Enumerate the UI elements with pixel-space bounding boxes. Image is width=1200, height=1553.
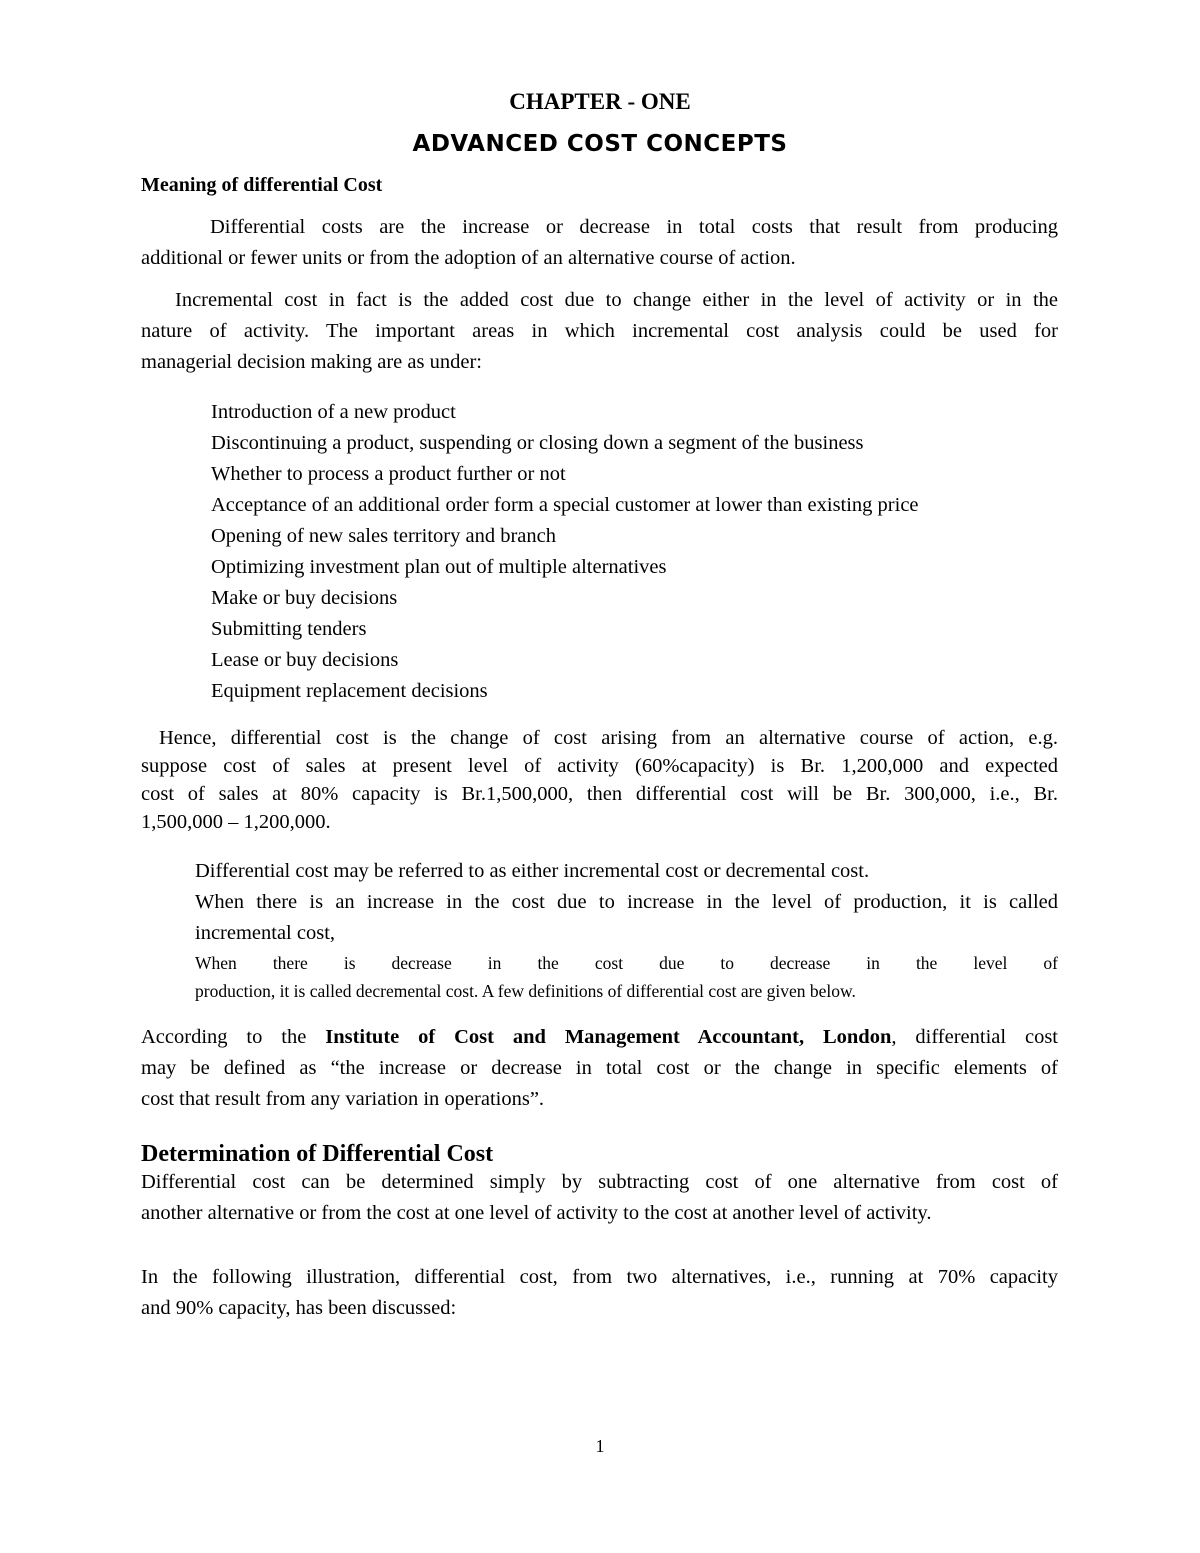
text-line: Hence, differential cost is the change of cost arising from an alternative course of action, e.g. — [159, 727, 1058, 749]
text-line: Differential cost can be determined simply by subtracting cost of one alternative from cost of — [141, 1171, 1058, 1193]
list-item — [175, 459, 919, 490]
text-line: 1,500,000 – 1,200,000. — [141, 811, 331, 833]
text-line — [141, 1022, 1058, 1053]
text-line: may be defined as “the increase or decrease in total cost or the change in specific elements of — [141, 1057, 1058, 1079]
section-heading-determination: Determination of Differential Cost — [141, 1141, 494, 1167]
text-line: and 90% capacity, has been discussed: — [141, 1297, 457, 1319]
list-item — [175, 521, 919, 552]
paragraph-illustration-intro — [141, 1262, 1058, 1324]
institute-name: Institute of Cost and Management Accountant, London — [325, 1026, 892, 1048]
list-item-text: When there is decrease in the cost due to decrease in the level of — [195, 953, 1058, 973]
paragraph-differential-definition — [141, 212, 1058, 274]
text-line: managerial decision making are as under: — [141, 351, 482, 373]
text-line: In the following illustration, differential cost, from two alternatives, i.e., running at 70% capacity — [141, 1266, 1058, 1288]
page-number: 1 — [595, 1436, 605, 1456]
list-item — [175, 490, 919, 521]
list-item-text: Lease or buy decisions — [211, 649, 399, 671]
text-line: cost that result from any variation in operations”. — [141, 1088, 545, 1110]
list-item-text: incremental cost, — [195, 922, 336, 944]
list-item — [159, 949, 1058, 1005]
text-line: nature of activity. The important areas in which incremental cost analysis could be used for — [141, 320, 1058, 342]
chapter-label: CHAPTER - ONE — [509, 89, 691, 114]
paragraph-incremental-cost — [141, 285, 1058, 378]
list-item-text: production, it is called decremental cost. A few definitions of differential cost are given below. — [195, 981, 856, 1001]
differential-notes-list — [159, 856, 1058, 1005]
list-item — [175, 583, 919, 614]
list-item — [175, 552, 919, 583]
list-item-text: Discontinuing a product, suspending or closing down a segment of the business — [211, 432, 864, 454]
list-item-text: Acceptance of an additional order form a special customer at lower than existing price — [211, 494, 919, 516]
text-span: , differential cost — [891, 1026, 1058, 1048]
list-item-text: Equipment replacement decisions — [211, 680, 488, 702]
section-heading-meaning: Meaning of differential Cost — [141, 174, 383, 196]
list-item — [175, 645, 919, 676]
list-item-text: Differential cost may be referred to as either incremental cost or decremental cost. — [195, 860, 870, 882]
list-item-text: Introduction of a new product — [211, 401, 456, 423]
list-item — [175, 676, 919, 707]
text-span: According to the — [141, 1026, 326, 1048]
list-item — [175, 614, 919, 645]
list-item-text: Submitting tenders — [211, 618, 367, 640]
list-item-text: Make or buy decisions — [211, 587, 398, 609]
text-line: Incremental cost in fact is the added cost due to change either in the level of activity or in the — [175, 289, 1058, 311]
list-item — [159, 887, 1058, 949]
list-item-text: Optimizing investment plan out of multiple alternatives — [211, 556, 667, 578]
decision-areas-list — [175, 397, 919, 707]
list-item — [175, 397, 919, 428]
text-line: suppose cost of sales at present level of activity (60%capacity) is Br. 1,200,000 and expected — [141, 755, 1058, 777]
list-item-text: Whether to process a product further or not — [211, 463, 566, 485]
paragraph-differential-example — [141, 724, 1058, 836]
paragraph-icma-definition — [141, 1022, 1058, 1115]
page-title: ADVANCED COST CONCEPTS — [412, 131, 788, 157]
text-line: cost of sales at 80% capacity is Br.1,500,000, then differential cost will be Br. 300,000, i.e., Br. — [141, 783, 1058, 805]
list-item-text: Opening of new sales territory and branch — [211, 525, 556, 547]
text-line: Differential costs are the increase or decrease in total costs that result from producing — [210, 216, 1058, 238]
list-item-text: When there is an increase in the cost due to increase in the level of production, it is called — [195, 891, 1058, 913]
paragraph-determination — [141, 1167, 1058, 1229]
list-item — [159, 856, 1058, 887]
list-item — [175, 428, 919, 459]
text-line: another alternative or from the cost at one level of activity to the cost at another level of activity. — [141, 1202, 932, 1224]
text-line: additional or fewer units or from the adoption of an alternative course of action. — [141, 247, 796, 269]
